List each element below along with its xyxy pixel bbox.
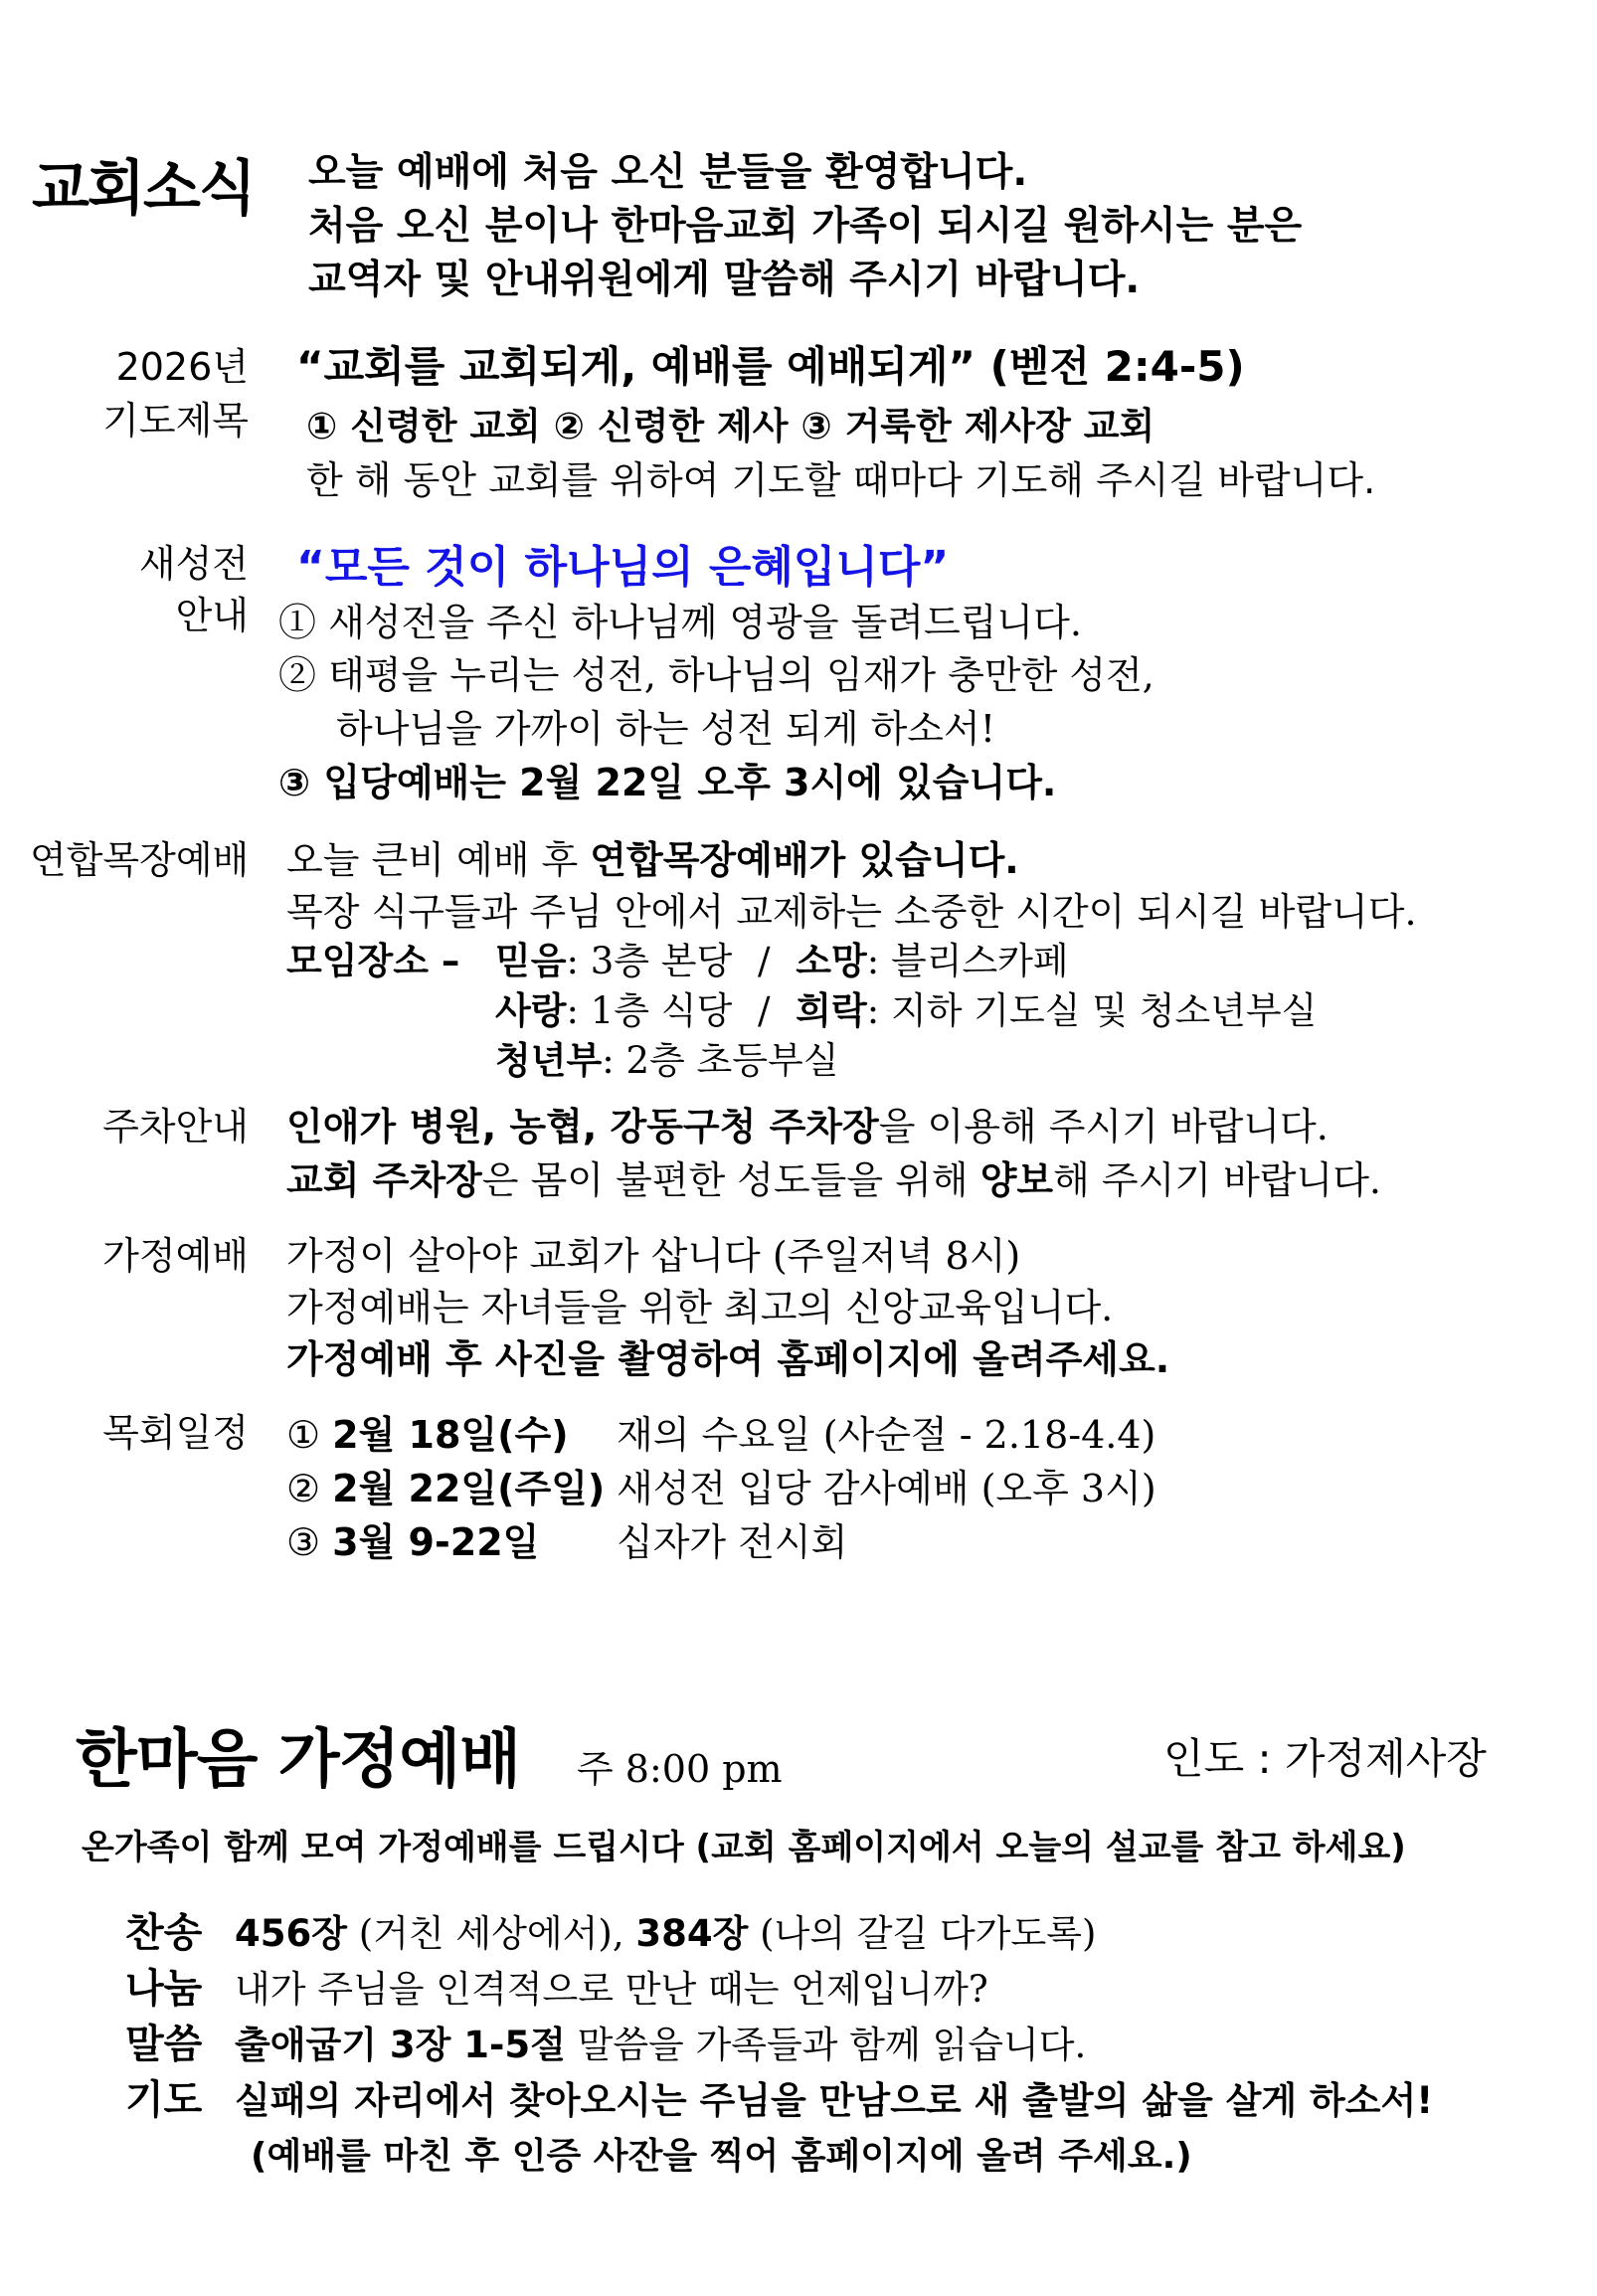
hanmaeum-time: 주 8:00 pm: [577, 1747, 783, 1791]
word-text: [235, 2015, 1086, 2068]
family-line-2: 가정예배는 자녀들을 위한 최고의 신앙교육입니다.: [286, 1286, 1114, 1329]
place-name-4: 희락: [796, 989, 867, 1032]
place-name-3: 사랑: [495, 989, 567, 1032]
prayer-row-label: 기도: [125, 2077, 203, 2123]
family-line-3: 가정예배 후 사진을 촬영하여 홈페이지에 올려주세요.: [286, 1337, 1170, 1381]
church-news-line-2: 처음 오신 분이나 한마음교회 가족이 되시길 원하시는 분은: [308, 204, 1303, 249]
hanmaeum-leader: 인도 : 가정제사장: [1163, 1734, 1487, 1783]
church-news-title: 교회소식: [32, 154, 255, 224]
parking-line-1a: 인애가 병원, 농협, 강동구청 주차장: [286, 1105, 879, 1148]
sanctuary-line-2: ② 태평을 누리는 성전, 하나님의 임재가 충만한 성전,: [278, 653, 1154, 697]
place-label: 모임장소 –: [286, 940, 460, 982]
schedule-item-3: [286, 1511, 539, 1566]
sanctuary-headline: “모든 것이 하나님의 은혜입니다”: [296, 542, 950, 593]
sanctuary-label-2: 안내: [175, 594, 249, 637]
prayer-reference: (벧전 2:4-5): [989, 342, 1245, 391]
parking-line-2d: 해 주시기 바랍니다.: [1053, 1158, 1382, 1202]
schedule-num-3: ③: [286, 1520, 321, 1564]
word-part-2: 말씀을 가족들과 함께 읽습니다.: [565, 2024, 1087, 2066]
word-label: 말씀: [125, 2022, 203, 2067]
sanctuary-line-3: 하나님을 가까이 하는 성전 되게 하소서!: [336, 707, 995, 751]
parking-line-1: [286, 1096, 1329, 1150]
joint-cell-line-1b: 연합목장예배가 있습니다.: [590, 838, 1019, 882]
hanmaeum-title: 한마음 가정예배: [76, 1723, 521, 1797]
schedule-desc-3: 십자가 전시회: [617, 1520, 848, 1564]
church-news-line-1: 오늘 예배에 처음 오신 분들을 환영합니다.: [308, 150, 1028, 195]
sanctuary-line-1: ① 새성전을 주신 하나님께 영광을 돌려드립니다.: [278, 601, 1082, 644]
place-name-5: 청년부: [495, 1039, 603, 1082]
family-line-1: 가정이 살아야 교회가 삽니다 (주일저녁 8시): [286, 1234, 1021, 1278]
schedule-item-2: [286, 1458, 605, 1512]
place-sep-1: /: [758, 940, 771, 982]
place-name-1: 믿음: [495, 940, 567, 982]
hymn-part-1: 456장: [235, 1912, 347, 1955]
prayer-label-year: 2026년: [115, 345, 249, 389]
prayer-motto: [296, 334, 1245, 394]
joint-cell-line-1a: 오늘 큰비 예배 후: [286, 838, 591, 882]
place-loc-5: : 2층 초등부실: [602, 1039, 839, 1082]
hymn-part-4: (나의 갈길 다가도록): [748, 1912, 1097, 1955]
place-name-2: 소망: [796, 940, 867, 982]
family-label: 가정예배: [102, 1234, 249, 1278]
schedule-desc-1: 재의 수요일 (사순절 - 2.18-4.4): [617, 1413, 1156, 1457]
prayer-label-title: 기도제목: [102, 399, 249, 442]
prayer-motto-text: “교회를 교회되게, 예배를 예배되게”: [296, 342, 976, 391]
hymn-label: 찬송: [125, 1910, 203, 1956]
place-sep-2: /: [758, 989, 771, 1032]
joint-cell-line-1: [286, 829, 1019, 884]
schedule-desc-2: 새성전 입당 감사예배 (오후 3시): [617, 1467, 1156, 1510]
sanctuary-line-4: ③ 입당예배는 2월 22일 오후 3시에 있습니다.: [278, 761, 1057, 804]
church-news-line-3: 교역자 및 안내위원에게 말씀해 주시기 바랍니다.: [308, 258, 1141, 302]
parking-line-2: [286, 1149, 1381, 1204]
hymn-part-2: (거친 세상에서),: [346, 1912, 636, 1955]
prayer-items: ① 신령한 교회 ② 신령한 제사 ③ 거룩한 제사장 교회: [306, 405, 1155, 447]
hymn-text: [235, 1903, 1096, 1957]
joint-cell-label: 연합목장예배: [30, 838, 250, 882]
place-loc-2: : 블리스카페: [866, 940, 1069, 982]
place-loc-1: : 3층 본당: [566, 940, 733, 982]
place-row-3: [495, 1030, 838, 1084]
parking-line-1b: 을 이용해 주시기 바랍니다.: [878, 1105, 1329, 1148]
prayer-note: 한 해 동안 교회를 위하여 기도할 때마다 기도해 주시길 바랍니다.: [306, 458, 1376, 502]
word-part-1: 출애굽기 3장 1-5절: [235, 2024, 566, 2066]
schedule-date-2: 2월 22일(주일): [332, 1467, 606, 1510]
place-loc-4: : 지하 기도실 및 청소년부실: [866, 989, 1318, 1032]
parking-line-2c: 양보: [979, 1158, 1054, 1202]
sharing-text: 내가 주님을 인격적으로 만난 때는 언제입니까?: [235, 1968, 988, 2011]
hymn-part-3: 384장: [635, 1912, 749, 1955]
schedule-num-2: ②: [286, 1467, 321, 1510]
hanmaeum-footer: (예배를 마친 후 인증 사잔을 찍어 홈페이지에 올려 주세요.): [251, 2136, 1192, 2177]
joint-cell-line-2: 목장 식구들과 주님 안에서 교제하는 소중한 시간이 되시길 바랍니다.: [286, 890, 1417, 934]
schedule-num-1: ①: [286, 1413, 321, 1457]
schedule-date-3: 3월 9-22일: [332, 1520, 540, 1564]
schedule-item-1: [286, 1404, 569, 1459]
sharing-label: 나눔: [125, 1966, 203, 2012]
parking-line-2b: 은 몸이 불편한 성도들을 위해: [481, 1158, 980, 1202]
parking-line-2a: 교회 주차장: [286, 1158, 482, 1202]
place-row-1: [495, 931, 1069, 984]
parking-label: 주차안내: [102, 1105, 249, 1148]
schedule-date-1: 2월 18일(수): [332, 1413, 569, 1457]
place-loc-3: : 1층 식당: [566, 989, 733, 1032]
hanmaeum-subtitle: 온가족이 함께 모여 가정예배를 드립시다 (교회 홈페이지에서 오늘의 설교를 참고 하세요): [82, 1828, 1406, 1867]
schedule-label: 목회일정: [102, 1411, 249, 1455]
sanctuary-label-1: 새성전: [138, 542, 249, 586]
place-row-2: [495, 980, 1317, 1034]
prayer-row-text: 실패의 자리에서 찾아오시는 주님을 만남으로 새 출발의 삶을 살게 하소서!: [235, 2079, 1434, 2122]
